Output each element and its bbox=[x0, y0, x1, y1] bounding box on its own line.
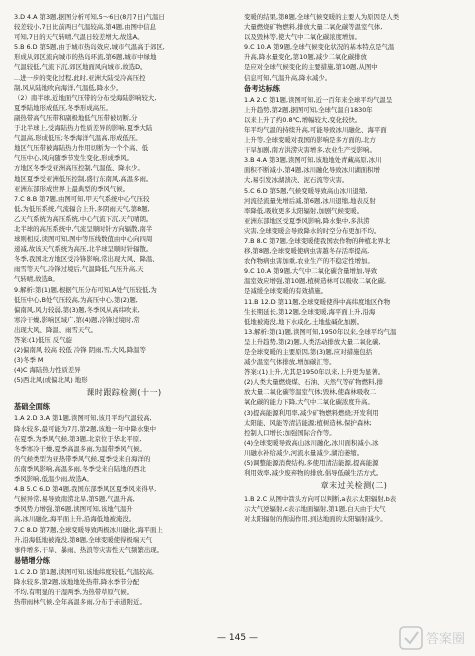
text-line: 大,易引发冰湖溃决、泥石流等灾害。 bbox=[244, 176, 349, 185]
text-line: 季风影响,低温少雨,故选A。 bbox=[14, 475, 93, 484]
text-line: 1.A 2.D 3.A 第1题,读图可知,该月平均气温较高, bbox=[14, 414, 152, 423]
section-heading: 基础全面练 bbox=[14, 402, 50, 412]
text-line: 7.C 8.B 第7题,由图可知,甲天气系统中心气压较 bbox=[14, 194, 150, 203]
text-line: 大量燃烧矿物燃料,排放大量二氧化碳等温室气体, bbox=[244, 23, 383, 32]
text-line: 9.C 10.A 第9题,大气中二氧化碳含量增加,导致 bbox=[244, 267, 378, 276]
watermark-logo-icon bbox=[399, 624, 469, 652]
text-line: 4.B 5.C 6.D 第4题,我国东部季风区夏季风来得早, bbox=[14, 485, 157, 494]
text-line: 偏南风,风力较弱,第(3)题,冬季风从高纬吹来, bbox=[14, 305, 140, 314]
text-line: 变暖的结果,第8题,全球气候变暖的主要人为原因是人类 bbox=[244, 13, 400, 21]
text-line: 9.解析:第(1)题,根据气压分布可知,A处气压较低,为 bbox=[14, 285, 157, 294]
text-line: 上升趋势,第2题,据图可知,全球气温自1830年 bbox=[244, 105, 373, 114]
text-line: 氧化碳的能力下降,大气中二氧化碳浓度升高。 bbox=[244, 398, 374, 407]
text-line: 信息可知,气温升高,降水减少。 bbox=[244, 73, 332, 82]
text-line: 降水较多,最可能为7月,第2题,该地一年中降水集中 bbox=[14, 424, 157, 433]
text-line: 5.B 6.D 第5题,由于城市热岛效应,城市气温高于郊区, bbox=[14, 43, 165, 52]
text-line: 3.D 4.A 第3题,据图分析可知,5～6日(8月7日)气温日 bbox=[14, 13, 165, 21]
text-line: 可知,7日的天气转晴,气温日较差增大,故选A。 bbox=[14, 33, 144, 42]
text-line: 生长期延长,第12题,全球变暖,海平面上升,沿海 bbox=[244, 307, 376, 316]
text-line: 气候异常,易导致南涝北旱,第5题,气温升高, bbox=[14, 495, 135, 504]
text-line: ...进一步的变化过程,此时,亚洲大陆受冷高压控 bbox=[14, 73, 146, 82]
text-line: 5.C 6.D 第5题,气候变暖导致高山冰川退缩, bbox=[244, 186, 368, 195]
text-line: 亚洲东部地区受夏季风影响,降水集中,多洪涝 bbox=[244, 216, 370, 225]
text-line: 温室效应增强,第10题,植树造林可以吸收二氧化碳, bbox=[244, 277, 387, 286]
text-line: 气转晴,故选B。 bbox=[14, 275, 59, 284]
text-line: 是全球变暖的主要原因,第(3)题,应对措施包括 bbox=[244, 348, 373, 356]
page-number: — 145 — bbox=[217, 633, 258, 643]
text-line: 方地区冬季受亚洲高压控制,气温低、降水少。 bbox=[14, 164, 144, 173]
text-line: 以及毁林等,使大气中二氧化碳浓度增加。 bbox=[244, 33, 362, 42]
text-line: （2）南半球,近地面气压带的分布受海陆影响较大, bbox=[14, 93, 157, 102]
text-line: 气温高,形成低压;冬季海洋气温高,形成低压。 bbox=[14, 134, 142, 143]
text-line: 气温较低,气流下沉,郊区地面风向城市,故选D。 bbox=[14, 63, 147, 72]
text-line: 是应对全球气候变化的主要措施,第10题,从图中 bbox=[244, 63, 378, 72]
text-line: 面积不断减小,第4题,冰川融化导致冰川湖面积增 bbox=[244, 166, 380, 175]
text-line: (5)西北风(或偏北风) 地形 bbox=[14, 376, 88, 385]
text-line: 雨雪等天气,冷锋过境后,气温降低,气压升高,天 bbox=[14, 265, 144, 274]
text-line: 气压中心,风向随季节发生变化,形成季风。 bbox=[14, 154, 134, 163]
text-line: 乙天气系统为高压系统,中心气流下沉,天气晴朗。 bbox=[14, 214, 153, 223]
text-line: (3)冬季 M bbox=[14, 356, 44, 365]
chapter-title: 课时跟踪检测(十一) bbox=[86, 388, 162, 398]
text-line: 灾害,全球变暖会导致降水的时空分布更加不均。 bbox=[244, 226, 381, 235]
text-line: 形成从郊区流向城市的热岛环流,第6题,城市中绿地 bbox=[14, 53, 157, 62]
text-line: 低地被淹没,地下水咸化,土地盐碱化加剧。 bbox=[244, 317, 364, 326]
text-line: 1.A 2.C 第1题,读图可知,近一百年来全球平均气温呈 bbox=[244, 95, 393, 104]
text-line: 球则相反,读图可知,图中等压线数值由中心向四周 bbox=[14, 235, 153, 244]
text-line: 高,冰川融化,海平面上升,沿海低地被淹没。 bbox=[14, 515, 136, 524]
text-line: 控制人口增长;加强国际合作等。 bbox=[244, 428, 336, 437]
text-line: 冬季寒冷干燥,夏季高温多雨,为温带季风气候。 bbox=[14, 444, 146, 453]
text-line: (4)全球变暖导致高山冰川融化,冰川面积减小,冰 bbox=[244, 438, 379, 447]
text-line: 年平均气温的持续升高,可能导致冰川融化、海平面 bbox=[244, 125, 387, 134]
text-line: 利用效率,减少废弃物的排放,倡导低碳生活方式。 bbox=[244, 469, 383, 478]
text-line: 答案:(1)低压 反气旋 bbox=[14, 336, 72, 344]
text-line: 副热带高气压带和副极地低气压带被切断,分 bbox=[14, 113, 138, 122]
text-line: 制,风从陆地吹向海洋,气温低,降水少。 bbox=[14, 83, 123, 92]
text-line: 3.B 4.A 第3题,读图可知,该地地处青藏高原,冰川 bbox=[244, 156, 382, 165]
text-line: 于北半球上,受海陆热力性质差异的影响,夏季大陆 bbox=[14, 124, 153, 133]
text-line: 河流径流量先增后减,第6题,冰川退缩,地表反射 bbox=[244, 196, 376, 205]
text-line: 冬季,我国北方地区受冷锋影响,常出现大风、降温、 bbox=[14, 255, 159, 264]
text-line: 7.B 8.C 第7题,全球变暖使我国农作物的种植北界北 bbox=[244, 236, 391, 245]
text-line: (4)C 海陆热力性质差异 bbox=[14, 366, 81, 375]
text-line: 1.C 2.D 第1题,读图可知,该地纬度较低,气温较高, bbox=[14, 567, 155, 576]
text-line: 降水较多,第2题,该地地处热带,降水季节分配 bbox=[14, 577, 140, 586]
text-line: (3)提高能源利用率,减少矿物燃料燃烧;开发利用 bbox=[244, 408, 379, 417]
text-line: (2)偏南风 较高 较低 冷锋 阴雨,雪,大风,降温等 bbox=[14, 346, 146, 355]
text-line: 太阳能、风能等清洁能源;植树造林,保护森林; bbox=[244, 418, 372, 427]
text-line: 示大气逆辐射,c表示地面辐射,第1题,白天由于大气 bbox=[244, 505, 386, 514]
text-line: 对太阳辐射的削弱作用,到达地面的太阳辐射减少。 bbox=[244, 515, 387, 524]
text-line: 亚洲东部形成世界上最典型的季风气候。 bbox=[14, 184, 130, 193]
text-line: 11.B 12.D 第11题,全球变暖使得中高纬度地区作物 bbox=[244, 297, 391, 306]
section-heading: 备考达标练 bbox=[244, 83, 280, 93]
chapter-title: 章末过关检测(二) bbox=[320, 481, 388, 491]
text-line: 放大量二氧化碳等温室气体;毁林,使森林吸收二 bbox=[244, 388, 376, 397]
text-line: 不均,有明显的干湿两季,为热带草原气候。 bbox=[14, 587, 134, 596]
text-line: 低,为低压系统,气流辐合上升,多阴雨天气,第8题, bbox=[14, 204, 150, 213]
section-heading: 易错增分练 bbox=[14, 555, 50, 565]
text-line: (2)人类大量燃烧煤、石油、天然气等矿物燃料,排 bbox=[244, 378, 383, 387]
text-line: 9.C 10.A 第9题,全球气候变化状况的基本特点是气温 bbox=[244, 43, 395, 52]
text-line: 升高,降水量变化,第10题,减少二氧化碳排放 bbox=[244, 53, 367, 62]
text-line: 7.C 8.D 第7题,全球变暖导致两极冰川融化,海平面上 bbox=[14, 525, 163, 534]
text-line: 东南季风影响,高温多雨,冬季受来自陆地的西北 bbox=[14, 464, 146, 473]
text-line: 答案:(1)上升,尤其是1950年以来,上升更为显著。 bbox=[244, 368, 385, 377]
text-line: 呈上升趋势,第(2)题,人类活动排放大量二氧化碳, bbox=[244, 337, 381, 346]
text-line: 以来上升了约0.8℃,增幅较大,变化较快。 bbox=[244, 115, 362, 124]
text-line: 低压中心,B处气压较高,为高压中心,第(2)题, bbox=[14, 295, 138, 304]
text-line: 地区气压带被海陆热力作用切断为一个个高、低 bbox=[14, 144, 149, 153]
text-line: 川融水补给减少,河流水量减少,湖泊萎缩。 bbox=[244, 448, 364, 457]
text-line: 热带雨林气候,全年高温多雨,分布于赤道附近。 bbox=[14, 598, 146, 607]
text-line: 寒冷干燥,影响区域广,第(4)题,冷锋过境时,常 bbox=[14, 315, 140, 324]
text-line: 1.B 2.C 从图中箭头方向可以判断,a表示太阳辐射,b表 bbox=[244, 495, 397, 504]
text-line: 的气候类型为亚热带季风气候,夏季受来自海洋的 bbox=[14, 454, 151, 463]
text-line: 率降低,吸收更多太阳辐射,加剧气候变暖。 bbox=[244, 206, 364, 215]
svg-text:答案圈: 答案圈 bbox=[426, 632, 466, 647]
text-line: 干旱加剧,南方洪涝灾害增多,农业生产受影响。 bbox=[244, 146, 376, 155]
text-line: 北半球的高压系统中,气流呈顺时针方向辐散,南半 bbox=[14, 224, 153, 233]
text-line: 夏季陆地形成低压,冬季形成高压。 bbox=[14, 103, 112, 112]
text-line: 移,第8题,全球变暖使病虫害越冬存活率提高, bbox=[244, 247, 370, 256]
text-line: 递减,故该天气系统为高压,北半球呈顺时针辐散。 bbox=[14, 245, 153, 254]
text-line: 是减缓全球变暖的有效措施。 bbox=[244, 287, 328, 296]
right-column bbox=[244, 12, 464, 525]
text-line: 地区夏季受亚洲低压控制,盛行东南风,高温多雨。 bbox=[14, 174, 153, 183]
text-line: 减少温室气体排放,增加碳汇等。 bbox=[244, 358, 336, 367]
text-line: 出现大风、降温、雨雪天气。 bbox=[14, 325, 98, 334]
text-line: 季风势力增强,第6题,读图可知,该地气温升 bbox=[14, 505, 133, 514]
left-column bbox=[14, 12, 234, 607]
text-line: 在夏季,为季风气候,第3题,北京位于华北平原, bbox=[14, 434, 142, 443]
text-line: 上升等,全球变暖对我国的影响是多方面的,北方 bbox=[244, 136, 376, 145]
text-line: 升,沿海低地被淹没,第8题,全球变暖使得极端天气 bbox=[14, 535, 152, 544]
text-line: 较差较小,7日比前两日气温较高,第4题,由图中信息 bbox=[14, 23, 157, 32]
text-line: 事件增多,干旱、暴雨、热浪等灾害性天气频繁出现。 bbox=[14, 545, 164, 554]
text-line: (5)调整能源消费结构,多使用清洁能源,提高能源 bbox=[244, 459, 379, 468]
text-line: 13.解析:第(1)题,读图可知,1950年以来,全球平均气温 bbox=[244, 327, 397, 336]
text-line: 农作物病虫害加重,农业生产的不稳定性增加。 bbox=[244, 257, 374, 266]
